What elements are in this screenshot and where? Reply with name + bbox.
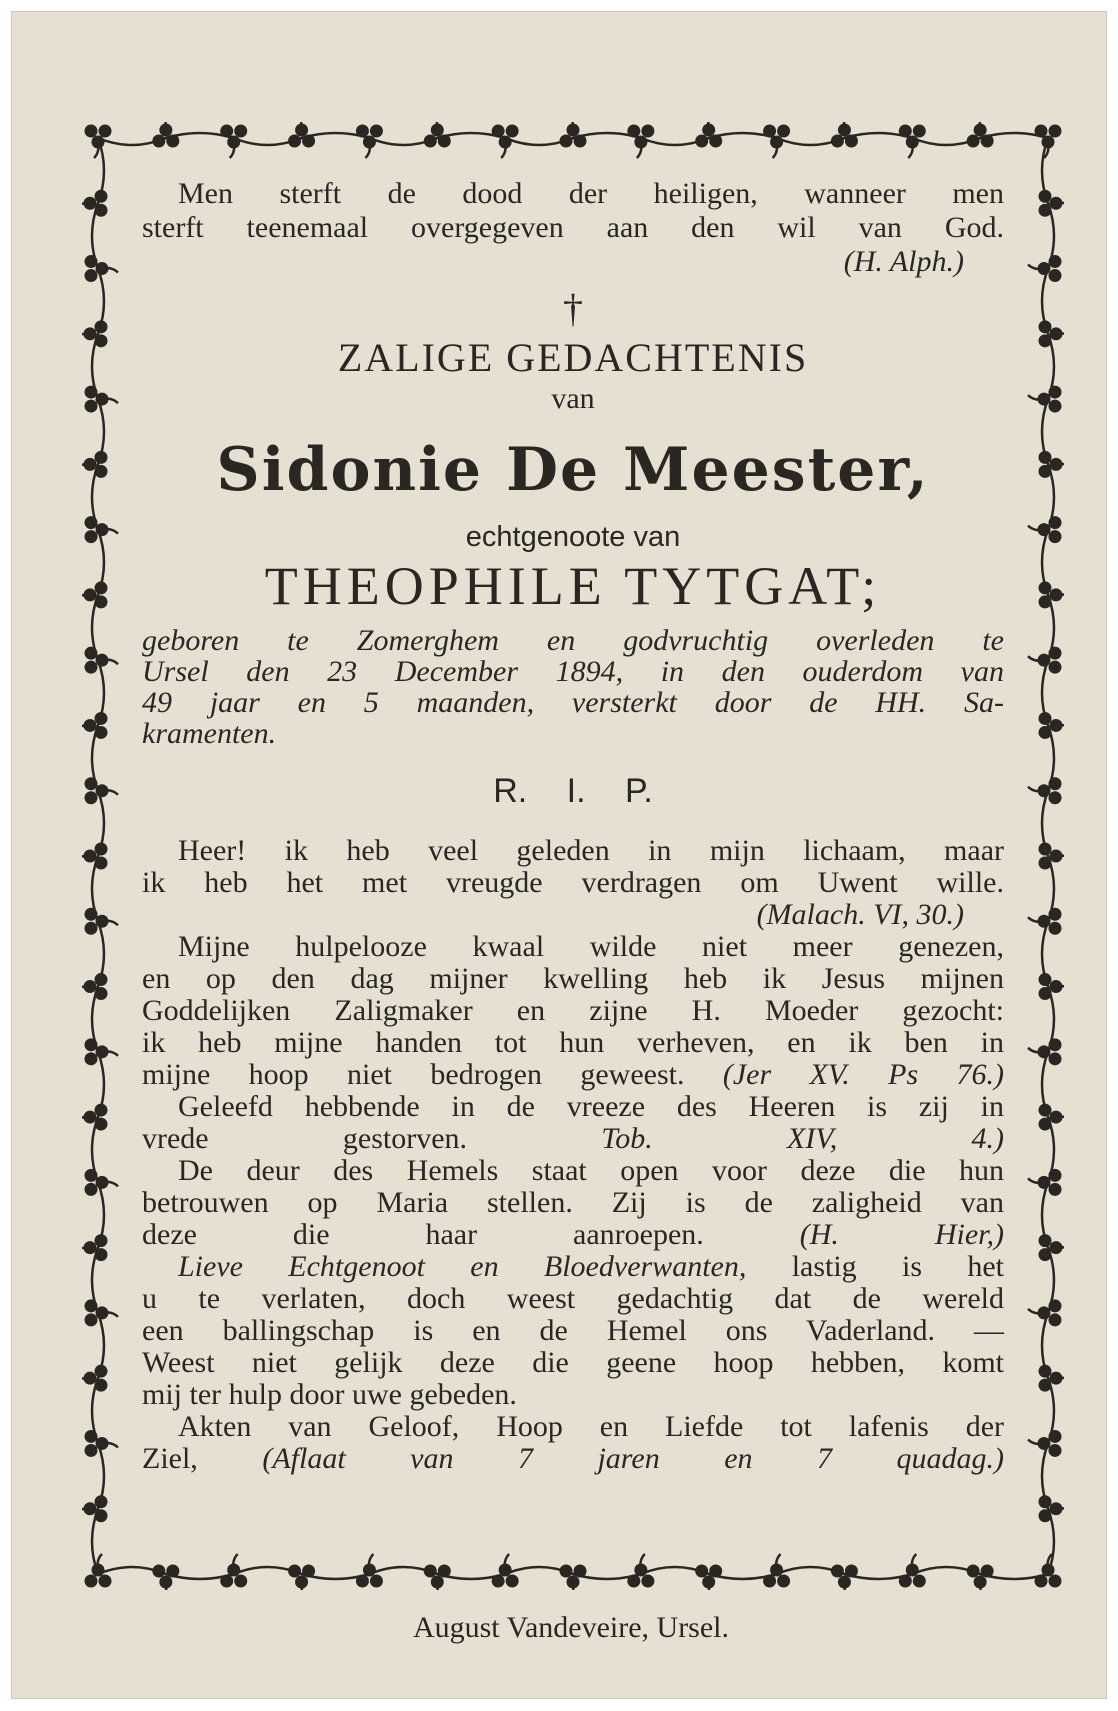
prayer-line: Heer! ik heb veel geleden in mijn lichaam, maar bbox=[178, 834, 1004, 867]
prayer-line: Akten van Geloof, Hoop en Liefde tot lafenis der bbox=[178, 1410, 1004, 1443]
scripture-reference: Tob. XIV, 4.) bbox=[601, 1122, 1004, 1155]
epigraph-line: Men sterft de dood der heiligen, wanneer men bbox=[178, 177, 1004, 210]
rip-label: R. I. P. bbox=[493, 772, 653, 810]
prayer-line: een ballingschap is en de Hemel ons Vaderland. — bbox=[142, 1314, 1004, 1347]
epigraph bbox=[142, 177, 1004, 245]
prayer-line: Geleefd hebbende in de vreeze des Heeren is zij in bbox=[178, 1090, 1004, 1123]
prayer-line: De deur des Hemels staat open voor deze die hun bbox=[178, 1154, 1004, 1187]
prayer-line: Mijne hulpelooze kwaal wilde niet meer genezen, bbox=[178, 930, 1004, 963]
prayer-line: Goddelijken Zaligmaker en zijne H. Moeder gezocht: bbox=[142, 994, 1004, 1027]
prayer-text bbox=[142, 835, 1004, 1475]
prayer-line: ik heb mijne handen tot hun verheven, en ik ben in bbox=[142, 1026, 1004, 1059]
deceased-name: Sidonie De Meester, bbox=[216, 435, 930, 505]
prayer-line: en op den dag mijner kwelling heb ik Jesus mijnen bbox=[142, 962, 1004, 995]
prayer-line bbox=[142, 1059, 1004, 1091]
epigraph-attribution: (H. Alph.) bbox=[843, 245, 964, 278]
memorial-heading: ZALIGE GEDACHTENIS bbox=[337, 335, 809, 380]
prayer-text-segment: Lieve Echtgenoot en Bloedverwanten, bbox=[178, 1250, 747, 1283]
van-label: van bbox=[551, 382, 595, 415]
prayer-line: u te verlaten, doch weest gedachtig dat de wereld bbox=[142, 1282, 1004, 1315]
printer-credit: August Vandeveire, Ursel. bbox=[412, 1611, 730, 1644]
scripture-reference: (H. Hier,) bbox=[799, 1218, 1005, 1251]
scripture-reference: (Jer XV. Ps 76.) bbox=[722, 1058, 1004, 1091]
bio-line: kramenten. bbox=[142, 717, 277, 750]
spouse-name: THEOPHILE TYTGAT; bbox=[264, 556, 882, 616]
epigraph-line: sterft teenemaal overgegeven aan den wil van God. bbox=[142, 211, 1004, 244]
card-text bbox=[142, 177, 1004, 1475]
bio-line: geboren te Zomerghem en godvruchtig overleden te bbox=[142, 624, 1004, 657]
prayer-line bbox=[142, 1219, 1004, 1251]
bio-line: 49 jaar en 5 maanden, versterkt door de HH. Sa- bbox=[142, 686, 1004, 719]
cross-icon: † bbox=[563, 286, 583, 331]
prayer-line: ik heb het met vreugde verdragen om Uwent wille. bbox=[142, 866, 1004, 899]
prayer-line bbox=[142, 1251, 1004, 1283]
spouse-label: echtgenoote van bbox=[465, 521, 681, 553]
prayer-text-segment: Ziel, bbox=[142, 1442, 198, 1475]
prayer-text-segment: mijne hoop niet bedrogen geweest. bbox=[142, 1058, 685, 1091]
bio-line: Ursel den 23 December 1894, in den ouderdom van bbox=[142, 655, 1004, 688]
biography bbox=[142, 625, 1004, 749]
prayer-line bbox=[142, 1443, 1004, 1475]
prayer-line: Weest niet gelijk deze die geene hoop hebben, komt bbox=[142, 1346, 1004, 1379]
scripture-reference: (Malach. VI, 30.) bbox=[756, 898, 964, 931]
scripture-reference: (Aflaat van 7 jaren en 7 quadag.) bbox=[262, 1442, 1005, 1475]
prayer-text-segment: vrede gestorven. bbox=[142, 1122, 468, 1155]
prayer-line: mij ter hulp door uwe gebeden. bbox=[142, 1378, 517, 1411]
prayer-line bbox=[142, 1123, 1004, 1155]
prayer-text-segment: lastig is het bbox=[791, 1250, 1005, 1283]
prayer-line: betrouwen op Maria stellen. Zij is de zaligheid van bbox=[142, 1186, 1004, 1219]
prayer-text-segment: deze die haar aanroepen. bbox=[142, 1218, 704, 1251]
memorial-card bbox=[12, 12, 1106, 1698]
